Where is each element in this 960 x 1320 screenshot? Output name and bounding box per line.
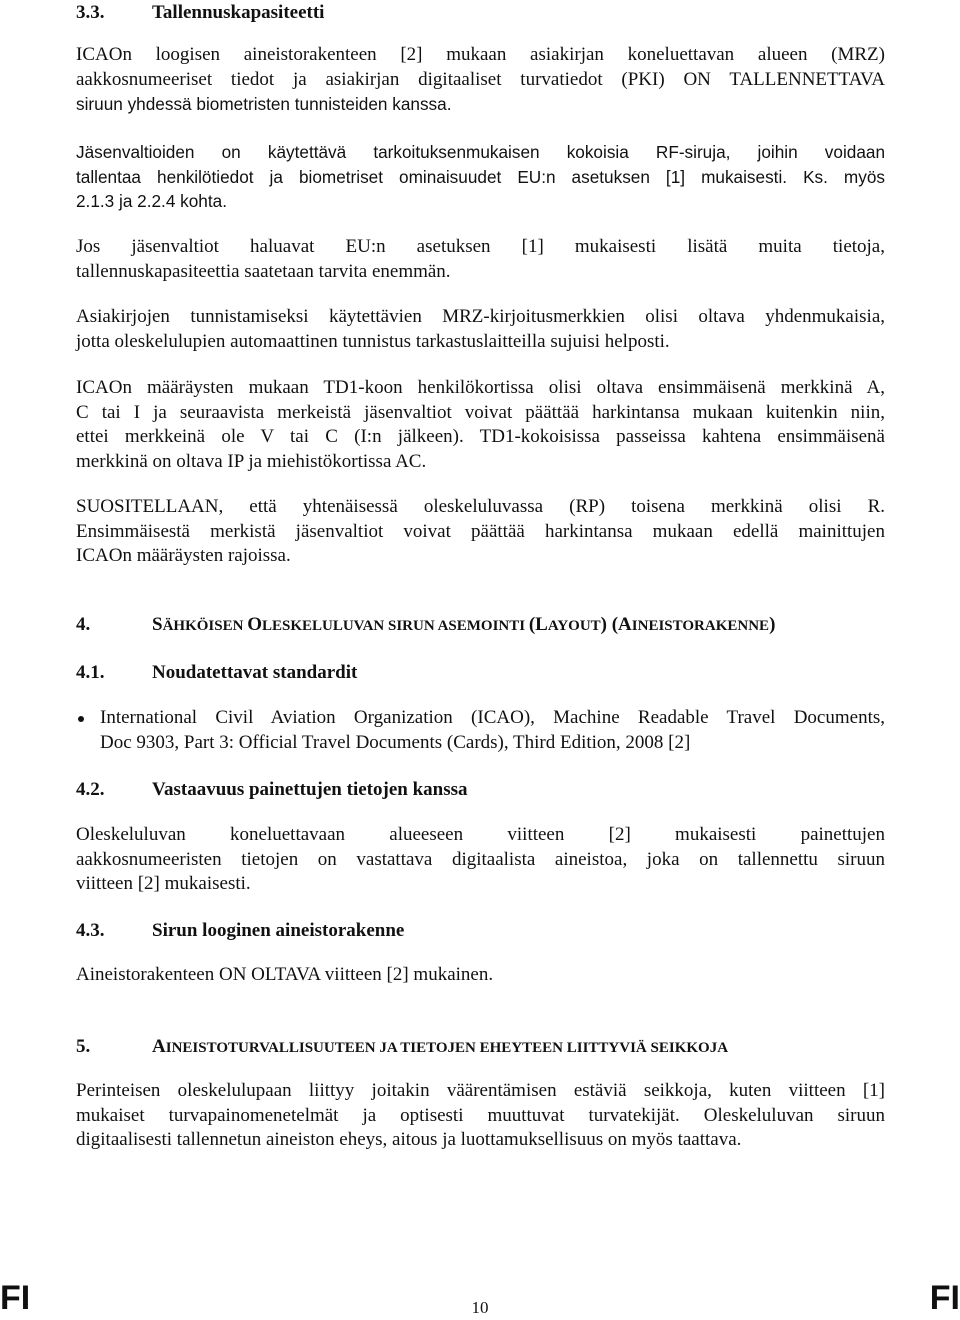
text-line: Asiakirjojen tunnistamiseksi käytettävien MRZ-kirjoitusmerkkien olisi oltava yhdenmukaisia, — [76, 306, 885, 327]
title-fragment: ) — [769, 614, 776, 635]
title-fragment: (L — [528, 614, 548, 635]
section-title: Noudatettavat standardit — [152, 662, 358, 683]
title-fragment: O — [247, 614, 262, 635]
text-line: merkkinä on oltava IP ja miehistökortissa AC. — [76, 450, 427, 472]
section-heading-4-1 — [76, 660, 357, 685]
section-title: Vastaavuus painettujen tietojen kanssa — [152, 779, 468, 800]
section-number: 4.2. — [76, 779, 105, 800]
bullet-icon — [78, 716, 84, 722]
section-number: 4.1. — [76, 662, 105, 683]
text-line: tallentaa henkilötiedot ja biometriset ominaisuudet EU:n asetuksen [1] mukaisesti. Ks. myös — [76, 166, 885, 187]
paragraph — [76, 235, 885, 284]
section-heading-4-2 — [76, 777, 468, 802]
text-line: digitaalisesti tallennetun aineiston eheys, aitous ja luottamuksellisuus on myös taattava. — [76, 1129, 742, 1150]
text-line: ICAOn määräysten rajoissa. — [76, 545, 291, 566]
text-line: siruun yhdessä biometristen tunnisteiden kanssa. — [76, 94, 452, 114]
section-number: 4.3. — [76, 920, 105, 941]
section-heading-4-3 — [76, 918, 404, 943]
paragraph — [76, 495, 885, 569]
section-title: Sirun looginen aineistorakenne — [152, 920, 405, 941]
text-line: ICAOn määräysten mukaan TD1-koon henkilökortissa olisi oltava ensimmäisenä merkkinä A, — [76, 377, 885, 398]
text-line: aakkosnumeeriset tiedot ja asiakirjan digitaaliset turvatiedot (PKI) ON TALLENNETTAVA — [76, 68, 885, 90]
text-line: tallennuskapasiteettia saatetaan tarvita enemmän. — [76, 260, 451, 282]
section-number: 3.3. — [76, 2, 105, 23]
paragraph — [76, 963, 885, 988]
text-line: Aineistorakenteen ON OLTAVA viitteen [2] mukainen. — [76, 964, 494, 985]
text-line: Ensimmäisestä merkistä jäsenvaltiot voivat päättää harkintansa mukaan edellä mainittujen — [76, 520, 885, 542]
text-line: viitteen [2] mukaisesti. — [76, 873, 251, 894]
text-line: jotta oleskelulupien automaattinen tunnistus tarkastuslaitteilla sujuisi helposti. — [76, 330, 670, 352]
text-line: aakkosnumeeristen tietojen on vastattava digitaalista aineistoa, joka on tallennettu siruun — [76, 848, 885, 870]
section-title — [152, 614, 775, 635]
section-number: 5. — [76, 1036, 91, 1057]
section-number: 4. — [76, 614, 91, 635]
paragraph — [76, 305, 885, 354]
paragraph — [76, 823, 885, 897]
section-title — [152, 1036, 728, 1057]
footer-language-tag-left: FI — [0, 1279, 31, 1317]
title-fragment: INEISTORAKENNE — [631, 618, 770, 634]
text-line: Jos jäsenvaltiot haluavat EU:n asetuksen [1] mukaisesti lisätä muita tietoja, — [76, 236, 885, 257]
title-fragment: AYOUT — [547, 618, 601, 634]
paragraph — [76, 43, 885, 117]
text-line: Doc 9303, Part 3: Official Travel Documents (Cards), Third Edition, 2008 [2] — [100, 731, 691, 753]
title-fragment: S — [152, 614, 163, 635]
title-fragment: LESKELULUVAN SIRUN ASEMOINTI — [261, 618, 529, 634]
text-line: International Civil Aviation Organization (ICAO), Machine Readable Travel Documents, — [100, 707, 885, 728]
title-fragment: ) (A — [600, 614, 632, 635]
text-line: SUOSITELLAAN, että yhtenäisessä oleskeluluvassa (RP) toisena merkkinä olisi R. — [76, 496, 885, 517]
section-heading-5 — [76, 1034, 728, 1061]
text-line: mukaiset turvapainomenetelmät ja optisesti muuttuvat turvatekijät. Oleskeluluvan siruun — [76, 1104, 885, 1126]
paragraph — [76, 140, 885, 214]
text-line: C tai I ja seuraavista merkeistä jäsenvaltiot voivat päättää harkintansa mukaan kuitenkin niin, — [76, 401, 885, 423]
paragraph — [76, 376, 885, 474]
text-line: Oleskeluluvan koneluettavaan alueeseen viitteen [2] mukaisesti painettujen — [76, 824, 885, 845]
section-heading-4 — [76, 612, 775, 639]
paragraph — [76, 1079, 885, 1153]
section-heading-3-3 — [76, 0, 324, 25]
section-title: Tallennuskapasiteetti — [152, 2, 325, 23]
title-fragment: A — [152, 1036, 166, 1057]
text-line: ICAOn loogisen aineistorakenteen [2] mukaan asiakirjan koneluettavan alueen (MRZ) — [76, 44, 885, 65]
text-line: 2.1.3 ja 2.2.4 kohta. — [76, 191, 227, 211]
text-line: ettei merkkeinä ole V tai C (I:n jälkeen). TD1-kokoisissa passeissa kahtena ensimmäisenä — [76, 426, 885, 447]
text-line: Perinteisen oleskelulupaan liittyy joitakin väärentämisen estäviä seikkoja, kuten viitteen [1] — [76, 1080, 885, 1101]
title-fragment: INEISTOTURVALLISUUTEEN JA TIETOJEN EHEYTEEN LIITTYVIÄ SEIKKOJA — [165, 1040, 729, 1056]
text-line: Jäsenvaltioiden on käytettävä tarkoituksenmukaisen kokoisia RF-siruja, joihin voidaan — [76, 142, 885, 162]
page-number: 10 — [471, 1298, 489, 1317]
footer-language-tag-right: FI — [929, 1279, 960, 1317]
title-fragment: ÄHKÖISEN — [162, 618, 248, 634]
paragraph — [100, 706, 885, 755]
